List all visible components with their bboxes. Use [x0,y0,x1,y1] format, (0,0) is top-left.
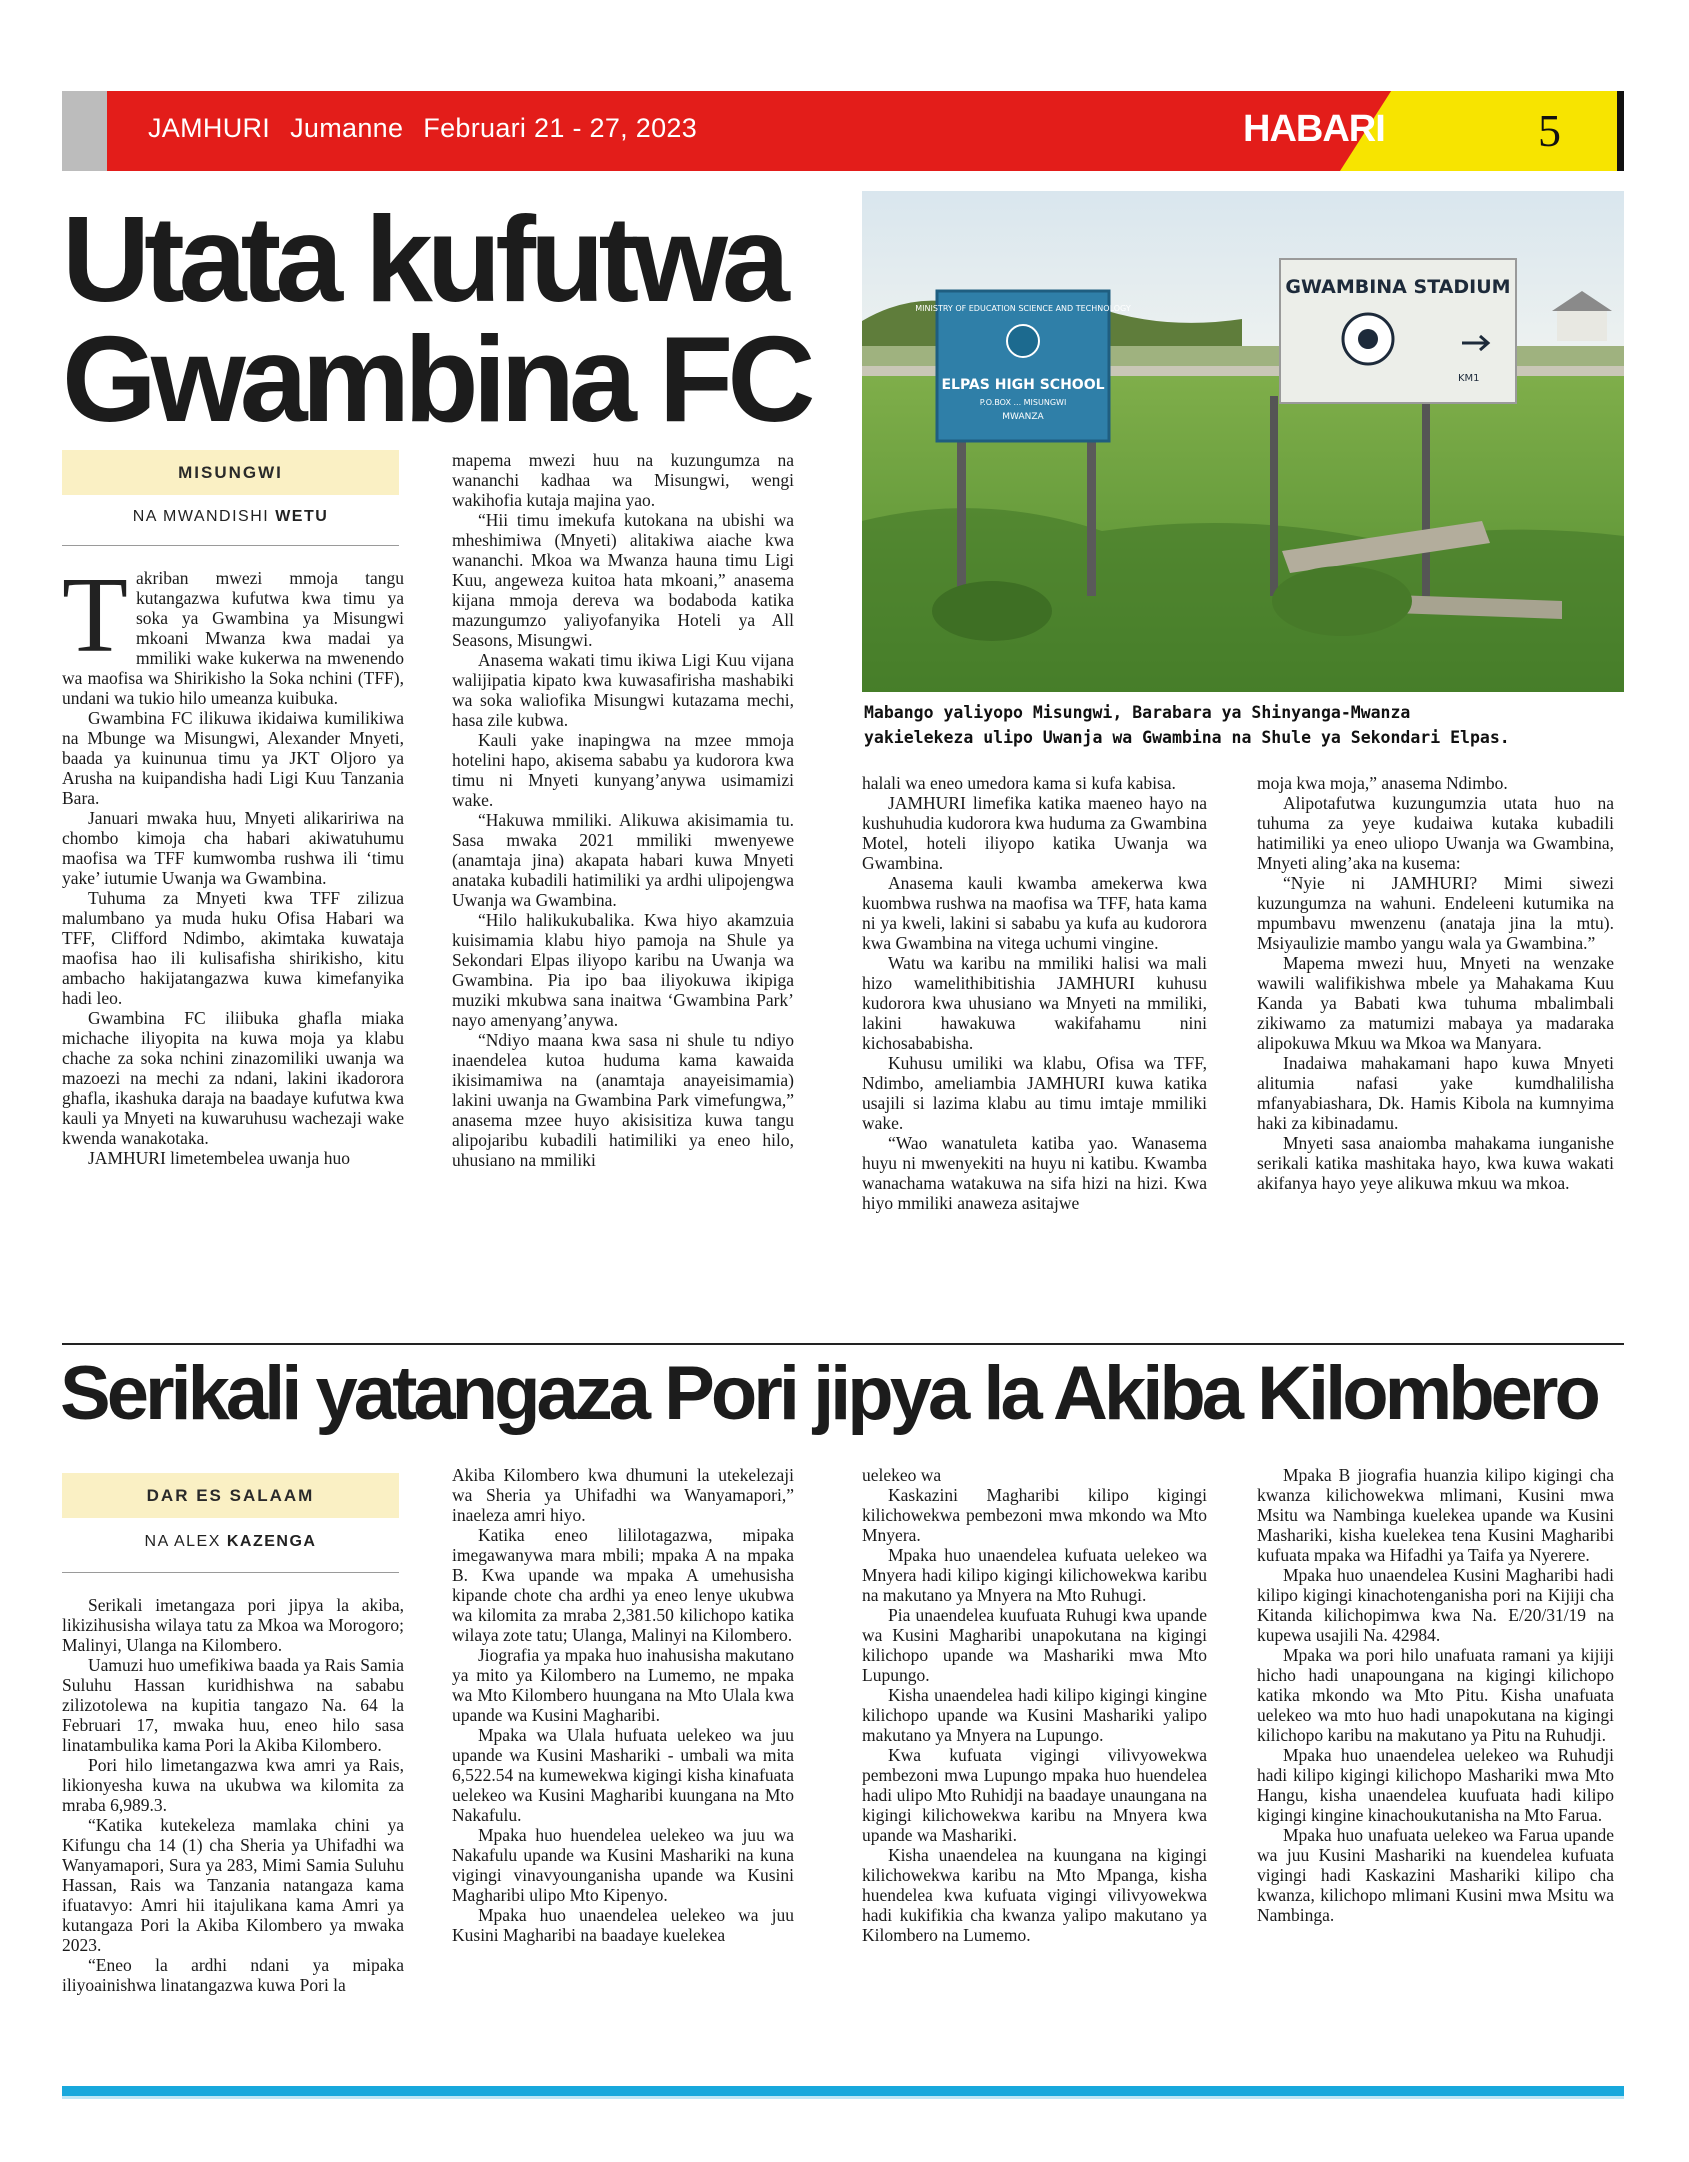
byline-rule [62,545,399,546]
paragraph: JAMHURI limefika katika maeneo hayo na kushuhudia kudorora kwa huduma za Gwambina Motel, hoteli iliyopo katika Uwanja wa Gwambina. [862,793,1207,873]
paragraph: Jiografia ya mpaka huo inahusisha makutano ya mito ya Kilombero na Lumemo, ne mpaka wa Mto Kilombero huungana na Mto Ulala kwa upande wa Kusini Magharibi. [452,1645,794,1725]
lead-text: akriban mwezi mmoja tangu kutangazwa kufutwa kwa timu ya soka ya Gwambina ya Misungwi mkoani Mwanza kwa madai ya mmiliki wake kukerwa na mwenendo wa maofisa wa Shirikisho la Soka nchini (TFF), undani wa tukio hilo umeanza kuibuka. [62,568,404,708]
paragraph: Kwa kufuata vigingi vilivyowekwa pembezoni mwa Lupungo mpaka huo huendelea hadi ulipo Mto Ruhidji na baadaye unaungana na kigingi kilichowekwa karibu na Mnyera kwa upande wa Mashariki. [862,1745,1207,1845]
paragraph: Mapema mwezi huu, Mnyeti na wenzake wawili walifikishwa mbele ya Mahakama Kuu Kanda ya Babati kwa tuhuma mbalimbali zikiwamo za matumizi mabaya ya madaraka alipokuwa Mkuu wa Mkoa wa Manyara. [1257,953,1614,1053]
paragraph: Mpaka huo unaendelea uelekeo wa juu Kusini Magharibi na baadaye kuelekea [452,1905,794,1945]
story1-column-4 [1257,773,1614,1193]
paragraph: Gwambina FC ilikuwa ikidaiwa kumilikiwa na Mbunge wa Misungwi, Alexander Mnyeti, baada ya kuinunua timu ya JKT Oljoro ya Arusha na kuipandisha hadi Ligi Kuu Tanzania Bara. [62,708,404,808]
sign-left-address: P.O.BOX ... MISUNGWI [979,398,1067,407]
page-number: 5 [1538,105,1561,156]
photo-caption [864,700,1624,750]
paragraph: Anasema wakati timu ikiwa Ligi Kuu vijana walijipatia kipato kwa kuwasafirisha mashabiki wa soka waliofika Misungwi kutazama mechi, hasa zile kubwa. [452,650,794,730]
paragraph: Mnyeti sasa anaiomba mahakama iunganishe serikali katika mashitaka hayo, kwa kuwa wakati akifanya hayo yeye alikuwa mkuu wa mkoa. [1257,1133,1614,1193]
story2-column-1 [62,1595,404,1995]
sign-left-city: MWANZA [1002,412,1044,422]
paragraph: Kaskazini Magharibi kilipo kigingi kilichowekwa pembezoni mwa mkondo wa Mto Mnyera. [862,1485,1207,1545]
caption-line-2: yakielekeza ulipo Uwanja wa Gwambina na Shule ya Sekondari Elpas. [864,728,1510,747]
paragraph: Alipotafutwa kuzungumzia utata huo na tuhuma za yeye kudaiwa kutaka kubadili hatimiliki ya eneo uliopo Uwanja wa Gwambina, Mnyeti aling’aka na kusema: [1257,793,1614,873]
paragraph: Uamuzi huo umefikiwa baada ya Rais Samia Suluhu Hassan kuridhishwa na sababu zilizotolewa na kupitia tangazo Na. 64 la Februari 17, mwaka huu, eneo hilo sasa linatambulika kama Pori la Akiba Kilombero. [62,1655,404,1755]
paragraph: “Hii timu imekufa kutokana na ubishi wa mheshimiwa (Mnyeti) alitakiwa aiache kwa wananchi. Mkoa wa Mwanza hauna timu Ligi Kuu, angeweza kuitoa hata mkoani,” anasema kijana mmoja dereva wa bodaboda katika mazungumzo yaliyofanyika Hoteli ya All Seasons, Misungwi. [452,510,794,650]
byline-prefix: NA MWANDISHI [132,508,270,525]
paragraph: “Ndiyo maana kwa sasa ni shule tu ndiyo inaendelea kutoa huduma kama kawaida ikisimamiwa na (anamtaja anayeisimamia) lakini uwanja na Gwambina Park vimefungwa,” anasema mzee huyo akisisitiza kuwa tangu alipojaribu kubadili hatimiliki ya eneo hilo, uhusiano na mmiliki [452,1030,794,1170]
header-dateline [148,113,717,144]
caption-line-1: Mabango yaliyopo Misungwi, Barabara ya Shinyanga-Mwanza [864,703,1411,722]
story1-headline-line1: Utata kufutwa [62,191,784,327]
story2-byline [62,1533,399,1551]
footer-band [62,2086,1624,2096]
paragraph: mapema mwezi huu na kuzungumza na wananchi kadhaa wa Misungwi, wengi wakihofia kutaja majina yao. [452,450,794,510]
story1-byline [62,508,399,526]
story1-column-3 [862,773,1207,1213]
section-name: HABARI [1243,108,1385,150]
story2-location-tag: DAR ES SALAAM [62,1473,399,1518]
sign-left-school: ELPAS HIGH SCHOOL [941,377,1105,393]
paragraph: Pia unaendelea kuufuata Ruhugi kwa upande wa Kusini Magharibi unapokutana na kigingi kilichopo upande wa Mashariki mwa Mto Lupungo. [862,1605,1207,1685]
paragraph: Inadaiwa mahakamani hapo kuwa Mnyeti alitumia nafasi yake kumdhalilisha mfanyabiashara, Dk. Hamis Kibola na kumnyima haki za kibinadamu. [1257,1053,1614,1133]
footer-band-light [62,2096,1624,2099]
paragraph: Kisha unaendelea na kuungana na kigingi kilichowekwa karibu na Mto Mpanga, kisha huendelea kwa kufuata vigingi vilivyowekwa hadi kukifikia cha kwanza yalipo makutano ya Kilombero na Lumemo. [862,1845,1207,1945]
paragraph: “Nyie ni JAMHURI? Mimi siwezi kuzungumza na wahuni. Endeleeni kutumika na mpumbavu mwenzenu (anataja jina la mtu). Msiyaulizie mambo yangu wala ya Gwambina.” [1257,873,1614,953]
byline-name: WETU [275,508,329,525]
paragraph: Tuhuma za Mnyeti kwa TFF zilizua malumbano ya muda huku Ofisa Habari wa TFF, Clifford Ndimbo, akimtaka kuwataja maofisa hao ili kulisafisha shirikisho, kitu ambacho hakijatangazwa kuwa kimefanyika hadi leo. [62,888,404,1008]
paragraph: Kauli yake inapingwa na mzee mmoja hotelini hapo, akisema sababu ya kudorora kwa timu ni Mnyeti kunyang’anywa usimamizi wake. [452,730,794,810]
story1-location-tag: MISUNGWI [62,450,399,495]
paragraph: uelekeo wa [862,1465,942,1485]
paragraph: Mpaka wa Ulala hufuata uelekeo wa juu upande wa Kusini Mashariki - umbali wa mita 6,522.54 na kumewekwa kigingi kisha kinafuata uelekeo wa Kusini Magharibi kuungana na Mto Nakafulu. [452,1725,794,1825]
paragraph: “Katika kutekeleza mamlaka chini ya Kifungu cha 14 (1) cha Sheria ya Uhifadhi wa Wanyamapori, Sura ya 283, Mimi Samia Suluhu Hassan, Rais wa Tanzania natangaza kama ifuatavyo: Amri hii itajulikana kama Amri ya kutangaza Pori la Akiba Kilombero ya mwaka 2023. [62,1815,404,1955]
paragraph: Gwambina FC iliibuka ghafla miaka michache iliyopita na kuwa moja ya klabu chache za soka nchini zinazomiliki uwanja wa mazoezi na mechi za ndani, lakini ikadorora ghafla, ikashuka daraja na baadaye kufutwa kwa kauli ya Mnyeti na kuwaruhusu wachezaji wake kwenda wanakotaka. [62,1008,404,1148]
story2-headline: Serikali yatangaza Pori jipya la Akiba Kilombero [60,1351,1597,1436]
header-end-bar [1617,91,1624,171]
paragraph: Katika eneo lililotagazwa, mipaka imegawanywa mara mbili; mpaka A na mpaka B. Kwa upande wa mpaka A umehusisha kipande chote cha ardhi ya eneo lenye ukubwa wa kilomita za mraba 2,381.50 kilichopo katika wilaya zote tatu; Ulanga, Malinyi na Kilombero. [452,1525,794,1645]
byline-name: KAZENGA [226,1533,317,1550]
paragraph: Serikali imetangaza pori jipya la akiba, likizihusisha wilaya tatu za Mkoa wa Morogoro; Malinyi, Ulanga na Kilombero. [62,1595,404,1655]
paragraph: Kisha unaendelea hadi kilipo kigingi kingine kilichopo upande wa Kusini Mashariki yalipo makutano ya Mnyera na Lupungo. [862,1685,1207,1745]
story2-column-3 [862,1465,1207,1945]
paragraph: halali wa eneo umedora kama si kufa kabisa. [862,773,1176,793]
photo-illustration [862,191,1624,692]
paragraph: moja kwa moja,” anasema Ndimbo. [1257,773,1508,793]
paragraph: JAMHURI limetembelea uwanja huo [88,1148,350,1168]
story1-column-2 [452,450,794,1170]
sign-right-title: GWAMBINA STADIUM [1285,276,1511,298]
paragraph: Mpaka huo unaendelea Kusini Magharibi hadi kilipo kigingi kinachotenganisha pori na Kijiji cha Kitanda kilichopimwa kwa Na. E/20/31/19 na kupewa usajili Na. 42984. [1257,1565,1614,1645]
story1-headline-line2: Gwambina FC [62,311,810,447]
paragraph: Watu wa karibu na mmiliki halisi wa mali hizo wamelithibitishia JAMHURI kuhusu kudorora kwa uhusiano wa Mnyeti na mmiliki, lakini hawakuwa wakifahamu nini kichosababisha. [862,953,1207,1053]
dropcap: T [62,556,128,675]
issue-day: Jumanne [290,113,404,143]
paragraph: Mpaka wa pori hilo unafuata ramani ya kijiji hicho hadi unapoungana na kigingi kilichopo katika mkondo wa Mto Pitu. Kisha unafuata uelekeo wa mto huo hadi unapokutana na kigingi kilichopo karibu na makutano ya Pitu na Ruhudji. [1257,1645,1614,1745]
story1-column-1 [62,556,404,1168]
sign-left-ministry: MINISTRY OF EDUCATION SCIENCE AND TECHNOLOGY [915,304,1131,313]
paragraph: Anasema kauli kwamba amekerwa kwa kuombwa rushwa na maofisa wa TFF, hata kama ni ya kweli, lakini si sababu ya kufa au kudorora kwa Gwambina na vitega uchumi vingine. [862,873,1207,953]
paragraph: “Hakuwa mmiliki. Alikuwa akisimamia tu. Sasa mwaka 2021 mmiliki mwenyewe (anamtaja jina) akapata habari kuwa Mnyeti anataka kubadili hatimiliki ya ardhi ulipojengwa Uwanja wa Gwambina. [452,810,794,910]
paragraph: Mpaka huo unaendelea uelekeo wa Ruhudji hadi kilipo kigingi kilichopo Mashariki mwa Mto Hangu, kisha unaendelea kuufuata hadi kilipo kigingi kingine kinachoukutanisha na Mto Farua. [1257,1745,1614,1825]
sign-right-km: KM1 [1458,373,1480,384]
byline-prefix: NA ALEX [144,1533,221,1550]
paragraph: Kuhusu umiliki wa klabu, Ofisa wa TFF, Ndimbo, ameliambia JAMHURI kuwa katika usajili si lazima klabu au timu imtaje mmiliki wake. [862,1053,1207,1133]
paragraph: Mpaka huo unaendelea kufuata uelekeo wa Mnyera hadi kilipo kigingi kilichowekwa karibu na makutano ya Mnyera na Mto Ruhugi. [862,1545,1207,1605]
paper-name: JAMHURI [148,113,271,143]
paragraph: Januari mwaka huu, Mnyeti alikaririwa na chombo kimoja cha habari akiwatuhumu maofisa wa TFF kumwomba rushwa ili ‘timu yake’ iutumie Uwanja wa Gwambina. [62,808,404,888]
paragraph: Mpaka B jiografia huanzia kilipo kigingi cha kwanza kilichowekwa mlimani, Kusini mwa Msitu wa Nambinga kuelekea upande wa Kusini Mashariki, kisha kuelekea tena Kusini Magharibi kufuata mpaka wa Hifadhi ya Taifa ya Nyerere. [1257,1465,1614,1565]
header-gray-tab [62,91,107,171]
paragraph: Mpaka huo unafuata uelekeo wa Farua upande wa juu Kusini Mashariki na kuendelea kufuata vigingi hadi Kaskazini Mashariki kilipo cha kwanza, kilichopo mlimani Kusini mwa Msitu wa Nambinga. [1257,1825,1614,1925]
story2-column-2 [452,1465,794,1945]
paragraph: “Eneo la ardhi ndani ya mipaka iliyoainishwa linatangazwa kuwa Pori la [62,1955,404,1995]
paragraph: Akiba Kilombero kwa dhumuni la utekelezaji wa Sheria ya Uhifadhi wa Wanyamapori,” inaeleza amri hiyo. [452,1465,794,1525]
byline-rule [62,1572,399,1573]
paragraph: “Wao wanatuleta katiba yao. Wanasema huyu ni mwenyekiti na huyu ni katibu. Kwamba wanachama watakuwa na sifa hizi na hizi. Kwa hiyo mmiliki anaweza asitajwe [862,1133,1207,1213]
issue-dates: Februari 21 - 27, 2023 [423,113,698,143]
story1-lead-paragraph [62,556,404,708]
story2-column-4 [1257,1465,1614,1925]
photo-signposts [862,191,1624,692]
paragraph: Mpaka huo huendelea uelekeo wa juu wa Nakafulu upande wa Kusini Mashariki na kuna vigingi vinavyounganisha upande wa Kusini Magharibi ulipo Mto Kipenyo. [452,1825,794,1905]
story-divider [62,1343,1624,1345]
paragraph: Pori hilo limetangazwa kwa amri ya Rais, likionyesha kuwa na ukubwa wa kilomita za mraba 6,989.3. [62,1755,404,1815]
paragraph: “Hilo halikukubalika. Kwa hiyo akamzuia kuisimamia klabu hiyo pamoja na Shule ya Sekondari Elpas iliyopo karibu na Uwanja wa Gwambina. Pia ipo baa iliyokuwa ikipiga muziki mkubwa sana inaitwa ‘Gwambina Park’ nayo amenyang’anywa. [452,910,794,1030]
